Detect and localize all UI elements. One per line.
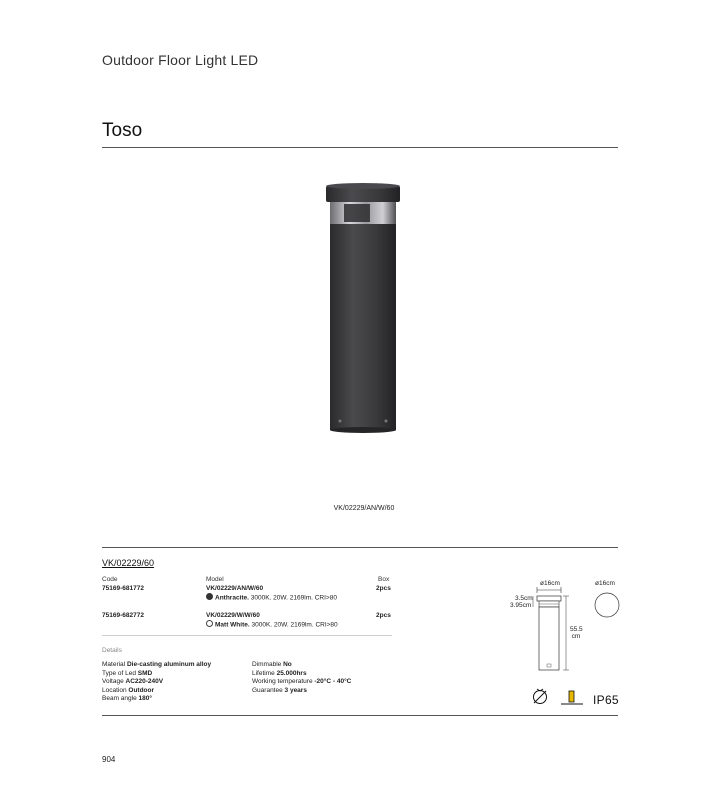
floor-mount-icon [560, 689, 584, 707]
spec-guarantee: Guarantee 3 years [252, 686, 307, 694]
box-header: Box [378, 576, 390, 583]
product-title: Toso [102, 120, 143, 141]
ip-rating-label: IP65 [593, 693, 619, 707]
details-right-column [252, 661, 351, 695]
table-row-variant: Matt White. 3000K. 20W. 2169lm. CRI>80 [206, 620, 338, 629]
photo-caption: VK/02229/AN/W/60 [333, 505, 395, 512]
table-row-model: VK/02229/AN/W/60 [206, 585, 264, 592]
head-height-label-1: 3.5cm [515, 595, 533, 602]
header-divider [102, 147, 618, 148]
technical-drawing [500, 578, 628, 684]
table-row-box: 2pcs [376, 585, 391, 592]
category-title: Outdoor Floor Light LED [102, 52, 259, 68]
white-swatch-icon [206, 620, 213, 627]
total-height-label: 55.5 cm [570, 626, 583, 640]
code-header: Code [102, 576, 118, 583]
no-dimming-icon [530, 686, 550, 706]
spec-lifetime: Lifetime 25.000hrs [252, 669, 307, 677]
table-row-box: 2pcs [376, 612, 391, 619]
spec-led-type: Type of Led SMD [102, 669, 153, 677]
spec-dimmable: Dimmable No [252, 661, 292, 668]
spec-location: Location Outdoor [102, 686, 155, 694]
page-number: 904 [102, 755, 116, 764]
product-photo [318, 176, 408, 446]
model-header: Model [206, 576, 224, 583]
details-divider [102, 635, 392, 636]
anthracite-swatch-icon [206, 593, 213, 600]
head-height-label-2: 3.95cm [510, 602, 532, 609]
spec-voltage: Voltage AC220-240V [102, 678, 164, 686]
section-divider [102, 547, 618, 548]
top-diameter-label: ø16cm [595, 580, 615, 587]
spec-temperature: Working temperature -20°C - 40°C [252, 678, 352, 686]
spec-material: Material Die-casting aluminum alloy [102, 661, 212, 668]
table-row-code: 75169-682772 [102, 612, 144, 619]
spec-beam-angle: Beam angle 180° [102, 695, 152, 703]
table-row-variant: Anthracite. 3000K. 20W. 2169lm. CRI>80 [206, 593, 337, 602]
table-row-model: VK/02229/W/W/60 [206, 612, 260, 619]
table-row-code: 75169-681772 [102, 585, 144, 592]
family-code: VK/02229/60 [102, 558, 155, 568]
details-title: Details [102, 647, 122, 654]
footer-divider [102, 715, 618, 716]
details-left-column [102, 661, 211, 704]
side-diameter-label: ø16cm [540, 580, 560, 587]
